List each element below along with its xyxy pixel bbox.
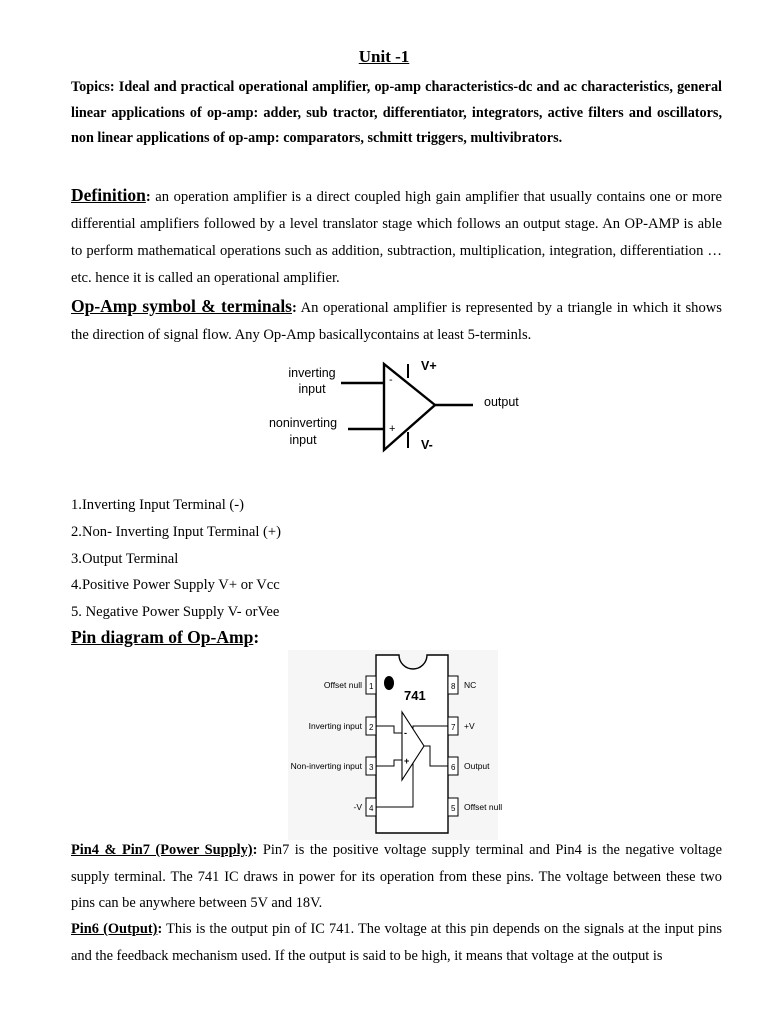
internal-plus-sign: + xyxy=(404,756,410,766)
pin-8-number: 8 xyxy=(451,682,456,691)
definition-heading: Definition xyxy=(71,185,146,205)
noninverting-label-line2: input xyxy=(289,433,317,447)
inverting-label-line1: inverting xyxy=(288,366,336,380)
pin-3-label: Non-inverting input xyxy=(290,761,362,771)
pin-5-number: 5 xyxy=(451,804,456,813)
pin-7-number: 7 xyxy=(451,723,456,732)
internal-minus-sign: - xyxy=(404,728,407,738)
pin6-colon: : xyxy=(157,921,163,937)
pin-2-label: Inverting input xyxy=(308,721,362,731)
inverting-label-line2: input xyxy=(298,382,326,396)
pin-6-number: 6 xyxy=(451,763,456,772)
pin-heading-colon: : xyxy=(253,627,260,647)
symbol-colon: : xyxy=(292,300,297,316)
minus-sign: - xyxy=(389,374,393,386)
pin6-paragraph xyxy=(71,916,722,969)
definition-text: an operation amplifier is a direct coupled high gain amplifier that usually contains one or more differential amplifiers followed by a level translator stage which follows an output stage. An OP-AMP is able to perform mathematical operations such as addition, subtraction, multiplication, integration, differentiation …etc. hence it is called an operational amplifier. xyxy=(71,189,722,286)
symbol-paragraph xyxy=(71,293,722,349)
list-item: 2.Non- Inverting Input Terminal (+) xyxy=(71,523,281,540)
pin47-colon: : xyxy=(252,842,258,858)
chip-label: 741 xyxy=(404,688,426,703)
vminus-label: V- xyxy=(421,438,433,452)
pin-8-label: NC xyxy=(464,680,477,690)
pin-4-number: 4 xyxy=(369,804,374,813)
symbol-heading: Op-Amp symbol & terminals xyxy=(71,296,292,316)
ic741-pin-diagram xyxy=(288,650,503,840)
list-item: 5. Negative Power Supply V- orVee xyxy=(71,604,280,621)
symbol-text: An operational amplifier is represented by a triangle in which it shows the direction of signal flow. Any Op-Amp basicallycontains at least 5-terminls. xyxy=(71,300,722,343)
pin47-text: Pin7 is the positive voltage supply terminal and Pin4 is the negative voltage supply terminal. The 741 IC draws in power for its operation from these pins. The voltage between these two pins can be anywhere between 5V and 18V. xyxy=(71,842,722,911)
definition-paragraph xyxy=(71,182,722,292)
vplus-label: V+ xyxy=(421,359,437,373)
pin-1-number: 1 xyxy=(369,682,374,691)
pin-diagram-heading xyxy=(71,627,259,648)
pin6-text: This is the output pin of IC 741. The voltage at this pin depends on the signals at the input pins and the feedback mechanism used. If the output is said to be high, it means that voltage at the output is xyxy=(71,921,722,964)
pin4-pin7-paragraph xyxy=(71,837,722,917)
pin47-heading: Pin4 & Pin7 (Power Supply) xyxy=(71,842,253,858)
pin-7-label: +V xyxy=(464,721,475,731)
opamp-symbol-diagram xyxy=(255,352,535,452)
pin-2-number: 2 xyxy=(369,723,374,732)
pin6-heading: Pin6 (Output) xyxy=(71,921,158,937)
pin-heading-text: Pin diagram of Op-Amp xyxy=(71,627,254,647)
terminal-list xyxy=(71,492,471,626)
noninverting-label-line1: noninverting xyxy=(268,416,338,430)
pin1-dot-marker xyxy=(384,676,394,690)
plus-sign: + xyxy=(389,423,396,435)
pin-5-label: Offset null xyxy=(464,802,503,812)
output-label: output xyxy=(484,395,519,409)
list-item: 3.Output Terminal xyxy=(71,550,179,567)
list-item: 1.Inverting Input Terminal (-) xyxy=(71,497,244,513)
page-title: Unit -1 xyxy=(358,47,410,66)
pin-6-label: Output xyxy=(464,761,490,771)
pin-4-label: -V xyxy=(353,802,362,812)
list-item: 4.Positive Power Supply V+ or Vcc xyxy=(71,577,280,594)
pin-3-number: 3 xyxy=(369,763,374,772)
topics-paragraph: Topics: Ideal and practical operational amplifier, op-amp characteristics-dc and ac characteristics, general linear applications of op-amp: adder, sub tractor, differentiator, integrators, active filters and oscillators, non linear applications of op-amp: comparators, schmitt triggers, multivibrators. xyxy=(71,79,722,146)
pin-1-label: Offset null xyxy=(323,680,362,690)
definition-colon: : xyxy=(145,189,151,205)
